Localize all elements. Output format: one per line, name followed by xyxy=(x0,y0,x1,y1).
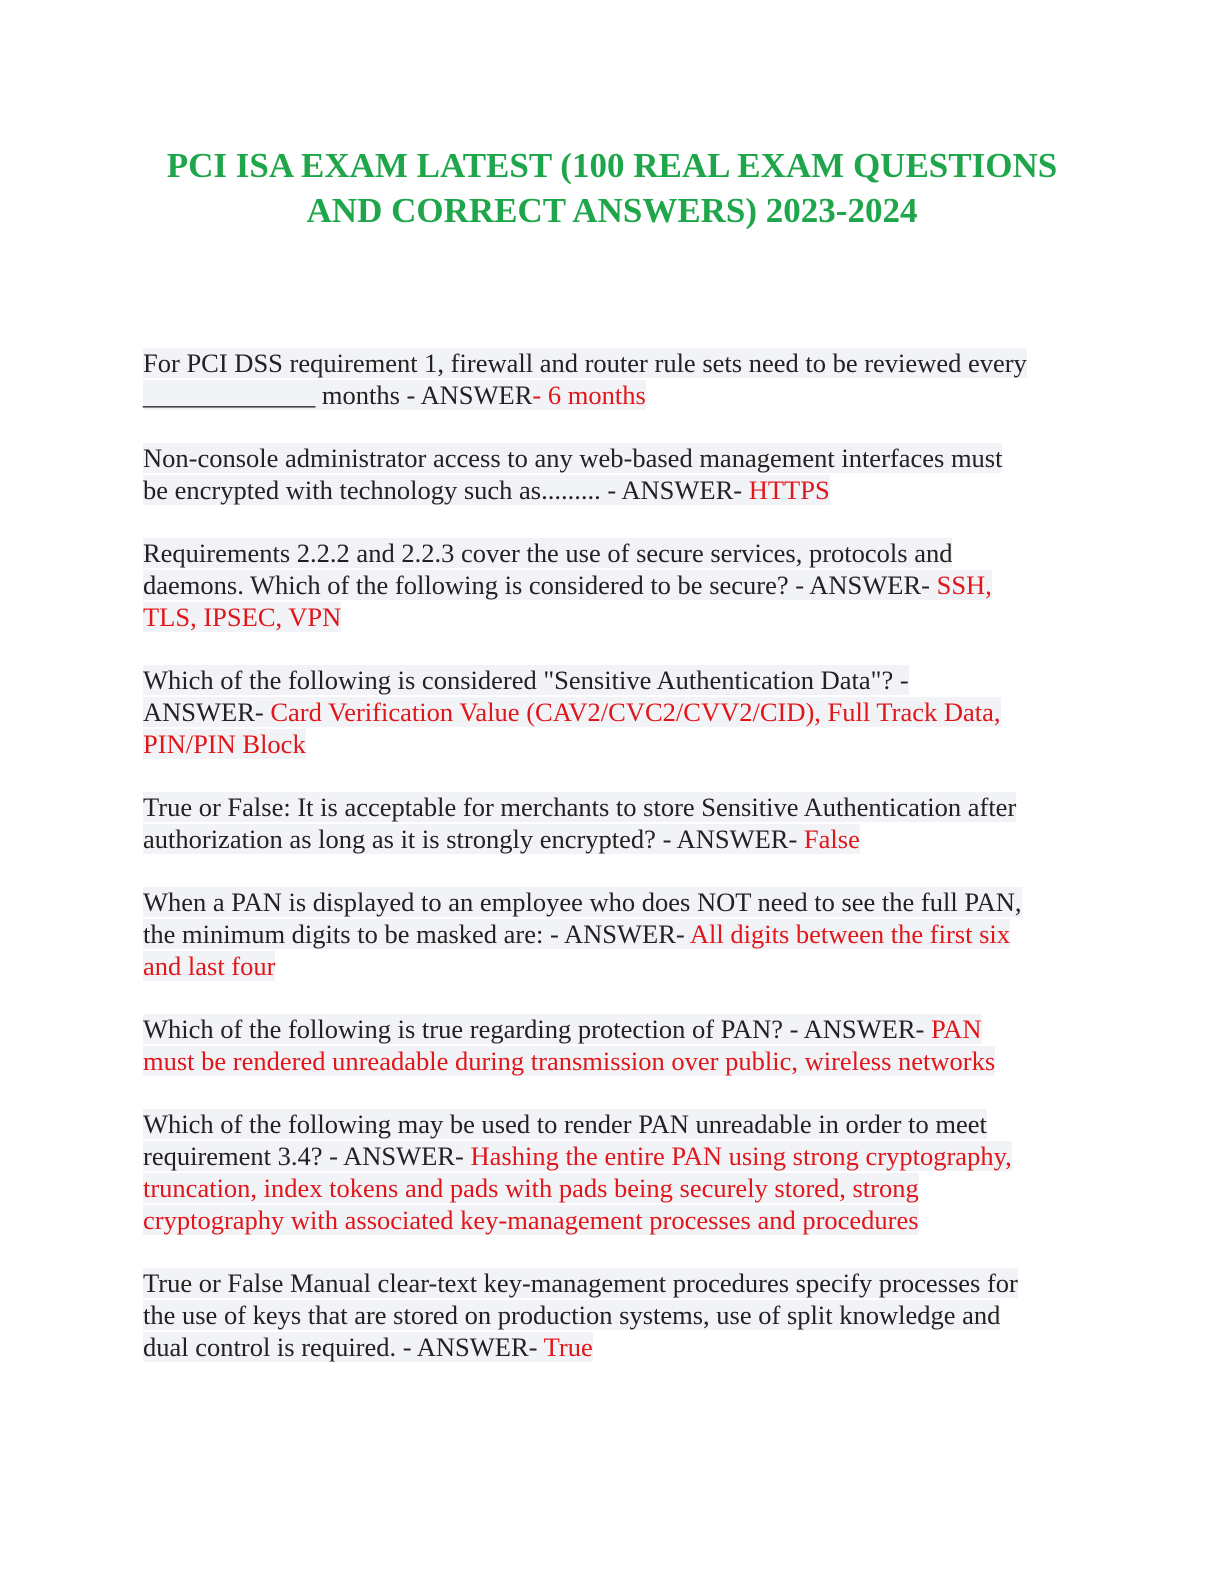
qa-item xyxy=(143,537,1078,633)
question-text: Which of the following is considered "Sensitive Authentication Data"? - xyxy=(143,665,909,695)
qa-line-text xyxy=(143,1014,982,1044)
qa-line-text xyxy=(143,1300,1000,1330)
qa-item xyxy=(143,347,1078,411)
qa-line xyxy=(143,569,1078,601)
qa-line-text xyxy=(143,951,275,981)
answer-text: Hashing the entire PAN using strong cryptography, xyxy=(470,1141,1012,1171)
qa-line xyxy=(143,474,1078,506)
qa-line-text xyxy=(143,1205,919,1235)
question-text: True or False: It is acceptable for merchants to store Sensitive Authentication after xyxy=(143,792,1017,822)
answer-text: PAN xyxy=(930,1014,982,1044)
qa-line-text xyxy=(143,665,909,695)
qa-item xyxy=(143,791,1078,855)
qa-line-text xyxy=(143,538,952,568)
qa-item xyxy=(143,886,1078,982)
question-text: the use of keys that are stored on production systems, use of split knowledge and xyxy=(143,1300,1001,1330)
qa-line xyxy=(143,664,1078,696)
qa-item xyxy=(143,442,1078,506)
question-text: Which of the following is true regarding protection of PAN? - ANSWER- xyxy=(143,1014,931,1044)
qa-line xyxy=(143,696,1078,728)
question-text: requirement 3.4? - ANSWER- xyxy=(143,1141,471,1171)
qa-line-text xyxy=(143,380,646,410)
qa-line xyxy=(143,1172,1078,1204)
page-title xyxy=(120,143,1104,233)
qa-line xyxy=(143,1267,1078,1299)
answer-text: PIN/PIN Block xyxy=(143,729,306,759)
answer-text: cryptography with associated key-management processes and procedures xyxy=(143,1205,919,1235)
qa-line xyxy=(143,1045,1078,1077)
answer-text: must be rendered unreadable during transmission over public, wireless networks xyxy=(143,1046,996,1076)
question-text: the minimum digits to be masked are: - ANSWER- xyxy=(143,919,690,949)
answer-text: Card Verification Value (CAV2/CVC2/CVV2/CID), Full Track Data, xyxy=(270,697,1001,727)
qa-line xyxy=(143,537,1078,569)
qa-line xyxy=(143,918,1078,950)
qa-line xyxy=(143,347,1078,379)
question-text: True or False Manual clear-text key-management procedures specify processes for xyxy=(143,1268,1018,1298)
question-text: Which of the following may be used to render PAN unreadable in order to meet xyxy=(143,1109,987,1139)
qa-line-text xyxy=(143,475,830,505)
question-text: daemons. Which of the following is considered to be secure? - ANSWER- xyxy=(143,570,937,600)
title-line: AND CORRECT ANSWERS) 2023-2024 xyxy=(306,191,918,230)
qa-line-text xyxy=(143,1332,593,1362)
qa-line xyxy=(143,823,1078,855)
qa-line-text xyxy=(143,602,341,632)
qa-line xyxy=(143,791,1078,823)
qa-line-text xyxy=(143,443,1002,473)
qa-line xyxy=(143,1204,1078,1236)
qa-line-text xyxy=(143,1141,1012,1171)
question-text: When a PAN is displayed to an employee who does NOT need to see the full PAN, xyxy=(143,887,1022,917)
qa-line xyxy=(143,728,1078,760)
answer-text: SSH, xyxy=(936,570,992,600)
qa-line xyxy=(143,1140,1078,1172)
qa-line-text xyxy=(143,887,1022,917)
question-text: Non-console administrator access to any web-based management interfaces must xyxy=(143,443,1003,473)
question-text: Requirements 2.2.2 and 2.2.3 cover the use of secure services, protocols and xyxy=(143,538,953,568)
qa-line-text xyxy=(143,792,1016,822)
question-text: For PCI DSS requirement 1, firewall and router rule sets need to be reviewed every xyxy=(143,348,1027,378)
qa-line xyxy=(143,1013,1078,1045)
question-text: _____________ months - ANSWER xyxy=(143,380,533,410)
question-text: ANSWER- xyxy=(143,697,271,727)
qa-line-text xyxy=(143,697,1001,727)
answer-text: All digits between the first six xyxy=(689,919,1011,949)
question-text: dual control is required. - ANSWER- xyxy=(143,1332,544,1362)
qa-item xyxy=(143,664,1078,760)
answer-text: False xyxy=(803,824,860,854)
qa-line xyxy=(143,601,1078,633)
question-text: be encrypted with technology such as......... - ANSWER- xyxy=(143,475,749,505)
answer-text: truncation, index tokens and pads with pads being securely stored, strong xyxy=(143,1173,919,1203)
qa-line-text xyxy=(143,919,1010,949)
qa-line xyxy=(143,1299,1078,1331)
qa-line-text xyxy=(143,729,306,759)
answer-text: and last four xyxy=(143,951,276,981)
qa-line-text xyxy=(143,1109,987,1139)
qa-line-text xyxy=(143,570,992,600)
qa-line-text xyxy=(143,1268,1018,1298)
qa-line xyxy=(143,1108,1078,1140)
qa-line-text xyxy=(143,1046,995,1076)
qa-line-text xyxy=(143,824,860,854)
answer-text: TLS, IPSEC, VPN xyxy=(143,602,342,632)
qa-line-text xyxy=(143,1173,919,1203)
qa-line-text xyxy=(143,348,1027,378)
qa-line xyxy=(143,1331,1078,1363)
qa-item xyxy=(143,1108,1078,1236)
qa-line xyxy=(143,950,1078,982)
answer-text: HTTPS xyxy=(748,475,830,505)
qa-line xyxy=(143,442,1078,474)
answer-text: True xyxy=(543,1332,593,1362)
qa-line xyxy=(143,379,1078,411)
answer-text: - 6 months xyxy=(532,380,646,410)
question-text: authorization as long as it is strongly encrypted? - ANSWER- xyxy=(143,824,804,854)
qa-item xyxy=(143,1267,1078,1363)
qa-line xyxy=(143,886,1078,918)
qa-list xyxy=(143,347,1078,1394)
qa-item xyxy=(143,1013,1078,1077)
title-line: PCI ISA EXAM LATEST (100 REAL EXAM QUESTIONS xyxy=(166,146,1058,185)
